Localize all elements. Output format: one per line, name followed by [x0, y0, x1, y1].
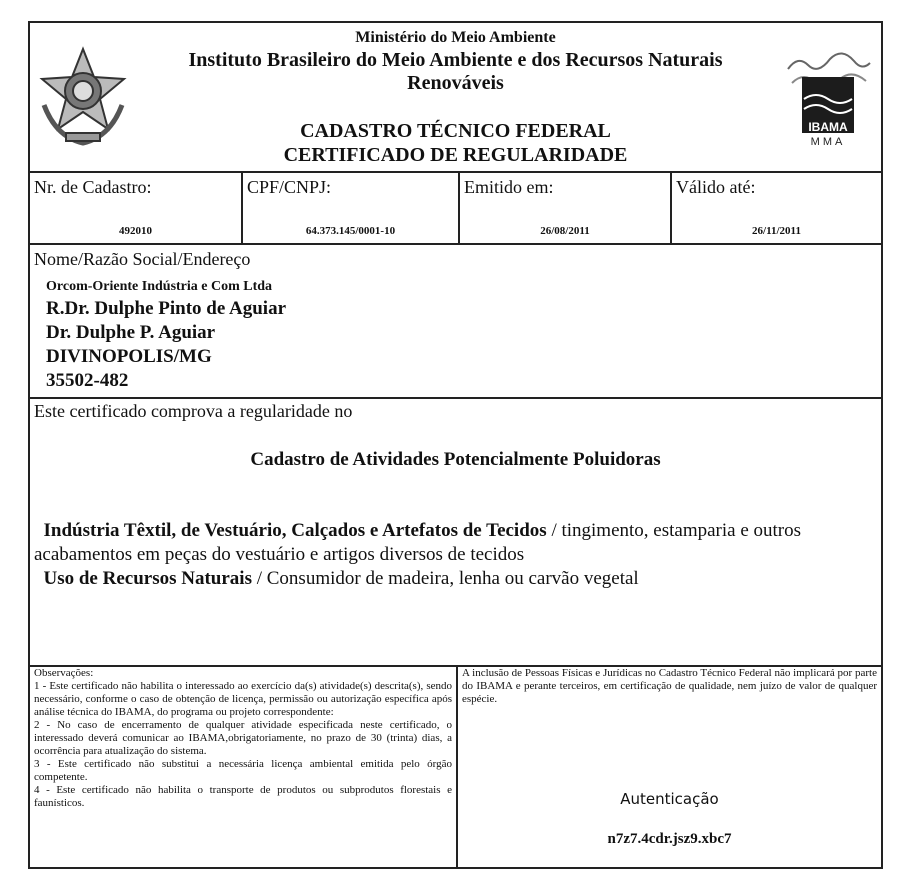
valid-until-cell	[670, 171, 881, 243]
entity-section	[30, 243, 881, 399]
entity-name: Orcom-Oriente Indústria e Com Ltda	[46, 279, 273, 294]
activity-2	[34, 567, 877, 591]
observation-item: 2 - No caso de encerramento de qualquer atividade especificada neste certificado, o interessado deverá comunicar ao IBAMA,obrigatoriamente, no prazo de 30 (trinta) dias, a ocorrência para atualização do sistema.	[34, 719, 452, 757]
entity-address-line-2: Dr. Dulphe P. Aguiar	[46, 322, 216, 343]
registration-row	[30, 171, 881, 245]
document-title	[30, 119, 881, 167]
issued-date-cell	[458, 171, 670, 243]
institute-name	[30, 49, 881, 95]
certificate-intro: Este certificado comprova a regularidade no	[34, 401, 353, 421]
observation-item: 3 - Este certificado não substitui a necessária licença ambiental emitida pelo órgão competente.	[34, 758, 452, 783]
entity-label: Nome/Razão Social/Endereço	[34, 249, 251, 269]
activity-1	[34, 519, 877, 567]
cpf-cnpj-cell	[241, 171, 458, 243]
certificate-header	[30, 23, 881, 173]
institute-line-1: Instituto Brasileiro do Meio Ambiente e dos Recursos Naturais	[188, 49, 723, 71]
ibama-logo-sub: MMA	[810, 136, 846, 147]
issued-date-label: Emitido em:	[464, 177, 554, 197]
ibama-logo-text: IBAMA	[808, 120, 848, 134]
authentication-code: n7z7.4cdr.jsz9.xbc7	[607, 831, 732, 847]
activity-2-detail: / Consumidor de madeira, lenha ou carvão vegetal	[251, 568, 639, 589]
title-line-2: CERTIFICADO DE REGULARIDADE	[283, 144, 628, 166]
observations-panel	[30, 665, 458, 867]
entity-zip: 35502-482	[46, 370, 129, 391]
activity-1-category: Indústria Têxtil, de Vestuário, Calçados e Artefatos de Tecidos	[43, 520, 547, 541]
entity-city: DIVINOPOLIS/MG	[46, 346, 212, 367]
registration-number-cell	[30, 171, 241, 243]
authentication-label: Autenticação	[620, 790, 719, 808]
valid-until-label: Válido até:	[676, 177, 756, 197]
registration-number-value: 492010	[119, 225, 152, 237]
ibama-logo-icon	[782, 47, 872, 147]
ministry-name: Ministério do Meio Ambiente	[355, 29, 556, 46]
institute-line-2: Renováveis	[407, 72, 504, 94]
disclaimer-panel	[458, 665, 881, 867]
certificate-body	[30, 397, 881, 667]
activity-2-category: Uso de Recursos Naturais	[43, 568, 252, 589]
registry-name: Cadastro de Atividades Potencialmente Poluidoras	[250, 449, 661, 470]
title-line-1: CADASTRO TÉCNICO FEDERAL	[300, 120, 611, 142]
observation-item: 4 - Este certificado não habilita o transporte de produtos ou subprodutos florestais e faunísticos.	[34, 784, 452, 809]
observation-item: 1 - Este certificado não habilita o interessado ao exercício da(s) atividade(s) descrita(s), sendo necessário, conforme o caso de obtenção de licença, permissão ou autorização específica após análise técnica do IBAMA, do programa ou projeto correspondente:	[34, 680, 452, 718]
observations-title: Observações:	[34, 667, 94, 679]
valid-until-value: 26/11/2011	[752, 225, 801, 237]
footer-section	[30, 665, 881, 867]
disclaimer-text: A inclusão de Pessoas Físicas e Jurídicas no Cadastro Técnico Federal não implicará por parte do IBAMA e perante terceiros, em certificação de qualidade, nem juízo de valor de qualquer espécie.	[462, 667, 877, 705]
registration-number-label: Nr. de Cadastro:	[34, 177, 152, 197]
entity-address-line-1: R.Dr. Dulphe Pinto de Aguiar	[46, 298, 286, 319]
issued-date-value: 26/08/2011	[540, 225, 590, 237]
certificate-frame	[28, 21, 883, 869]
cpf-cnpj-label: CPF/CNPJ:	[247, 177, 332, 197]
cpf-cnpj-value: 64.373.145/0001-10	[305, 225, 396, 237]
activity-1-detail: / tingimento, estamparia e outros acabamentos em peças do vestuário e artigos diversos de tecidos	[34, 520, 802, 565]
